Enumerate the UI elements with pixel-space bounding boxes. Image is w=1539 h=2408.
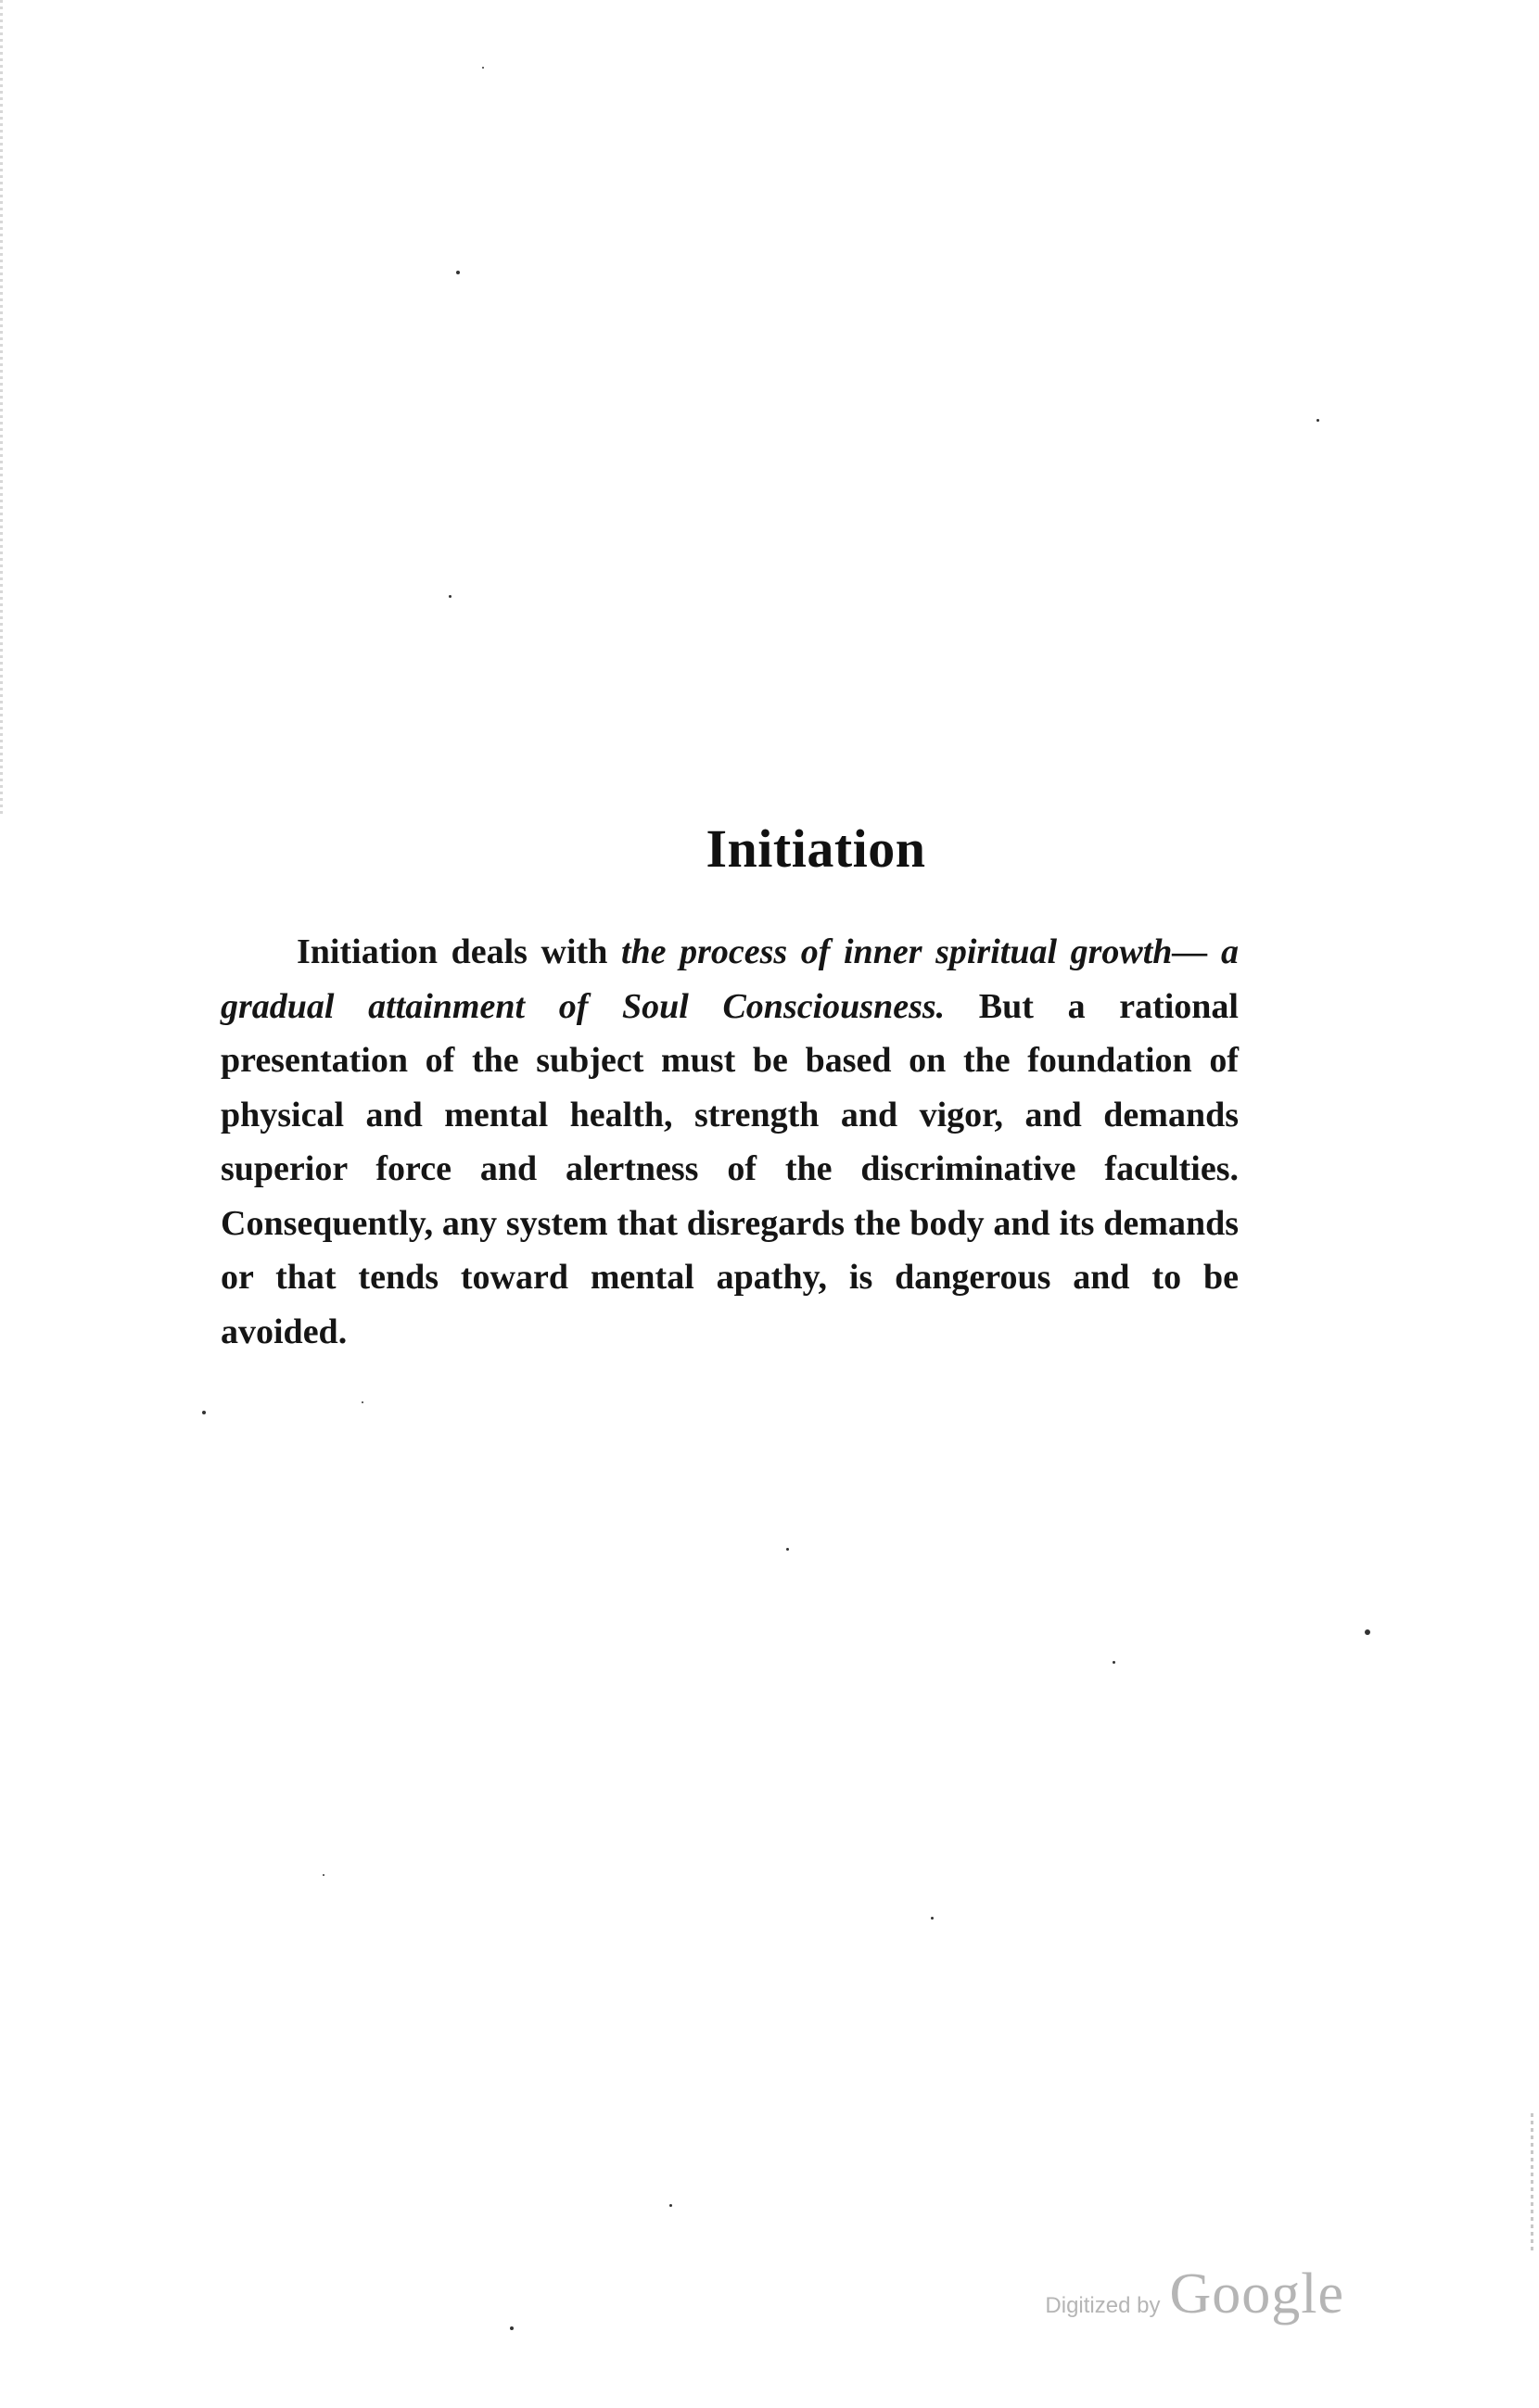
scan-speck	[786, 1548, 789, 1551]
scan-speck	[510, 2326, 514, 2330]
paragraph-rest: But a rational presentation of the subject must be based on the foundation of physical and mental health, strength and vigor, and demands superior force and alertness of the discriminative faculties. Consequently, any system that disregards the body and its demands or that tends toward mental apathy, is dangerous and to be avoided.	[221, 986, 1239, 1351]
watermark-prefix: Digitized by	[1045, 2293, 1161, 2318]
chapter-heading	[0, 817, 1539, 880]
scan-speck	[482, 67, 484, 69]
chapter-heading-text: Initiation	[706, 818, 926, 879]
scan-speck	[449, 595, 452, 598]
scan-speck	[202, 1411, 206, 1414]
paragraph-emphasis: the process of inner spiritual growth— a gradual attainment of Soul Consciousness.	[221, 932, 1240, 1026]
scan-edge-right	[1531, 2113, 1533, 2252]
digitized-watermark	[1045, 2262, 1344, 2327]
body-paragraph	[221, 925, 1239, 1359]
scan-speck	[931, 1917, 934, 1920]
scan-speck	[669, 2204, 672, 2207]
scan-speck	[1113, 1661, 1115, 1664]
scan-speck	[323, 1874, 324, 1876]
watermark-logo: Google	[1169, 2262, 1344, 2326]
paragraph-intro: Initiation deals with	[297, 932, 621, 971]
scan-speck	[456, 271, 460, 274]
scan-speck	[1316, 419, 1319, 422]
scan-edge-left	[0, 0, 3, 816]
scan-speck	[1365, 1629, 1370, 1635]
scan-speck	[362, 1401, 363, 1403]
